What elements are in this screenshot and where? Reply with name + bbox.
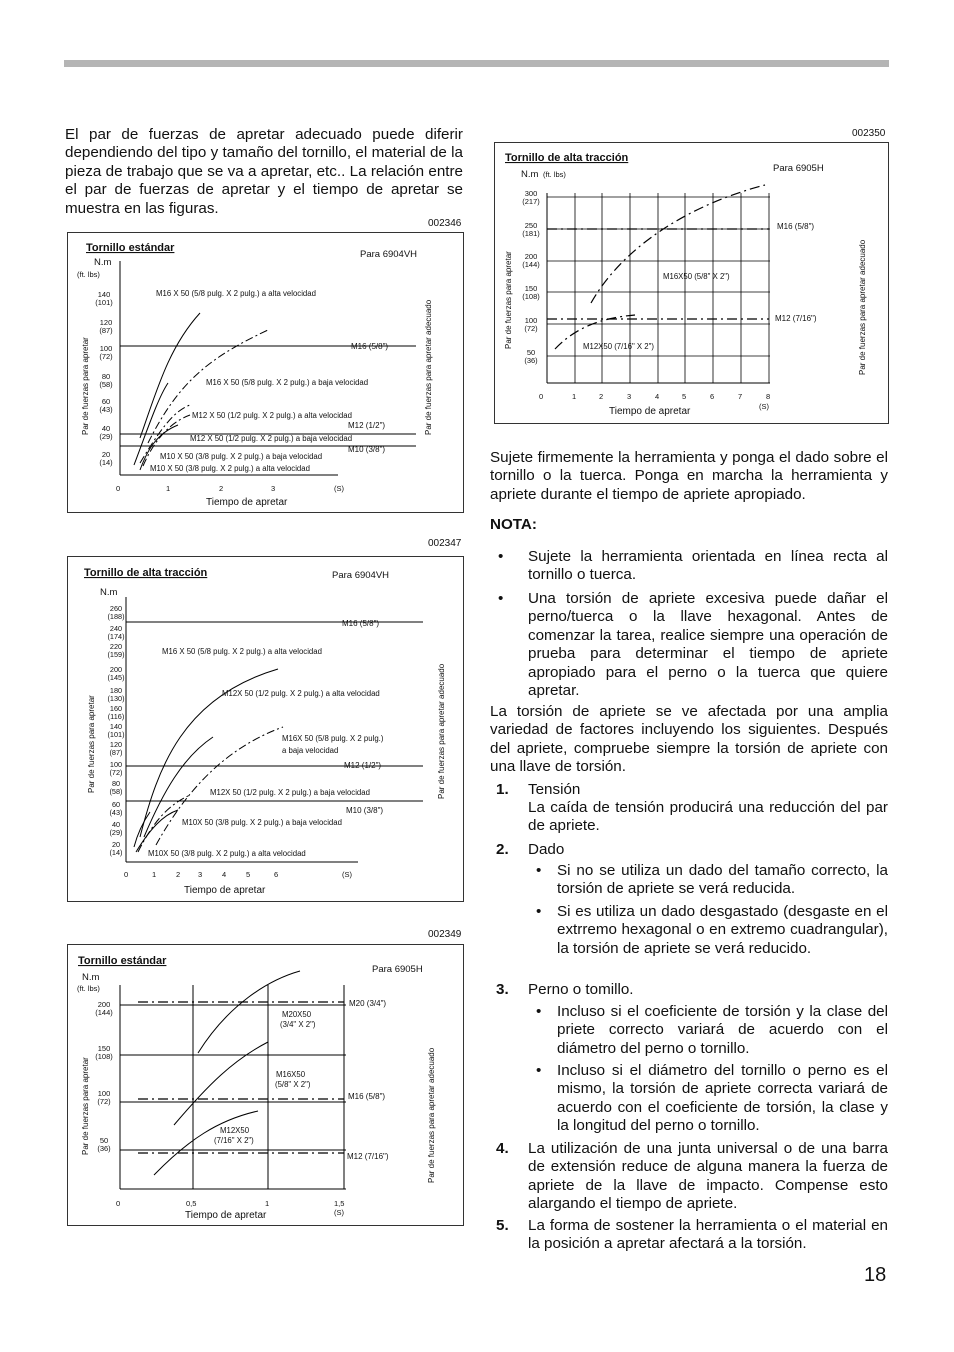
level-label: M12 (7/16"): [775, 314, 817, 323]
item-title: Dado: [528, 841, 565, 858]
svg-text:(S): (S): [759, 402, 769, 411]
figure-code: 002350: [852, 128, 886, 139]
svg-text:140: 140: [109, 722, 123, 731]
svg-text:(130): (130): [107, 694, 125, 703]
item-number: 5.: [496, 1217, 509, 1234]
grid-lines: [120, 985, 346, 1189]
svg-text:(58): (58): [109, 787, 123, 796]
note-heading: NOTA:: [490, 516, 537, 533]
svg-text:(43): (43): [99, 405, 113, 414]
svg-text:M16 X 50 (5/8 pulg. X 2 pulg.): M16 X 50 (5/8 pulg. X 2 pulg.) a baja velocidad: [206, 378, 369, 387]
svg-text:M16 X 50 (5/8 pulg. X 2 pulg.): M16 X 50 (5/8 pulg. X 2 pulg.) a alta velocidad: [162, 647, 322, 656]
svg-text:100: 100: [524, 316, 538, 325]
level-label: M12 (1/2"): [344, 761, 382, 770]
svg-text:(58): (58): [99, 380, 113, 389]
item-title: Perno o tomillo.: [528, 981, 634, 998]
svg-text:0: 0: [539, 392, 544, 401]
item-title: Tensión: [528, 781, 581, 798]
svg-text:120: 120: [99, 318, 113, 327]
svg-text:120: 120: [109, 740, 123, 749]
item-text: La caída de tensión producirá una reducción del par de apriete.: [528, 799, 888, 835]
svg-text:(72): (72): [99, 352, 113, 361]
level-label: M16 (5/8"): [351, 342, 389, 351]
svg-text:(217): (217): [522, 197, 540, 206]
item-text: La forma de sostener la herramienta o el material en la posición a apretar afectará a la torsión.: [528, 1217, 888, 1253]
svg-text:M16 X 50 (5/8 pulg. X 2 pulg.): M16 X 50 (5/8 pulg. X 2 pulg.) a alta velocidad: [156, 289, 316, 298]
figure-code: 002347: [428, 538, 462, 549]
unit-sub-label: (ft. lbs): [77, 270, 100, 279]
svg-text:(108): (108): [522, 292, 540, 301]
svg-text:40: 40: [101, 424, 111, 433]
svg-text:5: 5: [682, 392, 687, 401]
svg-text:20: 20: [101, 450, 111, 459]
figure-code: 002349: [428, 929, 462, 940]
figure-title: Tornillo estándar: [78, 955, 167, 967]
x-axis-label: Tiempo de apretar: [206, 497, 288, 508]
svg-text:M10 X 50 (3/8 pulg. X 2 pulg.): M10 X 50 (3/8 pulg. X 2 pulg.) a baja velocidad: [160, 452, 323, 461]
svg-text:(3/4" X 2"): (3/4" X 2"): [280, 1020, 316, 1029]
svg-text:100: 100: [99, 344, 113, 353]
y-axis-label: Par de fuerzas para apretar: [81, 337, 90, 435]
svg-text:150: 150: [97, 1044, 111, 1053]
level-label: M10 (3/8"): [346, 806, 384, 815]
y-axis-right-label: Par de fuerzas para apretar adecuado: [858, 239, 867, 375]
svg-text:3: 3: [271, 484, 276, 493]
x-tick-labels: [116, 484, 345, 493]
item-number: 3.: [496, 981, 509, 998]
svg-text:3: 3: [198, 870, 203, 879]
svg-text:1: 1: [152, 870, 157, 879]
item-bullet: • Incluso si el coeficiente de torsión y la clase del priete correcto variará de acuerdo con el diámetro del perno o tornillo.: [536, 1003, 888, 1057]
unit-label: N.m: [100, 587, 118, 598]
level-label: M12 (7/16"): [347, 1152, 389, 1161]
curve-labels: [148, 647, 384, 858]
note-bullet: • Sujete la herramienta orientada en línea recta al tornillo o tuerca.: [498, 548, 888, 584]
svg-text:8: 8: [766, 392, 771, 401]
svg-text:(72): (72): [109, 768, 123, 777]
unit-label: N.m: [94, 257, 112, 268]
svg-text:(5/8" X 2"): (5/8" X 2"): [275, 1080, 311, 1089]
level-label: M16 (5/8"): [777, 222, 815, 231]
figure-model: Para 6904VH: [360, 249, 418, 260]
svg-text:(72): (72): [524, 324, 538, 333]
svg-text:240: 240: [109, 624, 123, 633]
level-label: M16 (5/8"): [342, 619, 380, 628]
svg-text:260: 260: [109, 604, 123, 613]
item-bullet: • Si no se utiliza un dado del tamaño correcto, la torsión de apriete se verá reducida.: [536, 862, 888, 898]
svg-text:(108): (108): [95, 1052, 113, 1061]
svg-text:(14): (14): [109, 848, 123, 857]
y-tick-labels: [95, 290, 113, 467]
figure-title: Tornillo de alta tracción: [505, 152, 629, 164]
x-axis-label: Tiempo de apretar: [185, 1210, 267, 1221]
svg-text:3: 3: [627, 392, 632, 401]
level-label: M16 (5/8"): [348, 1092, 386, 1101]
svg-text:(S): (S): [334, 1208, 344, 1217]
svg-text:M12X50 (7/16" X 2"): M12X50 (7/16" X 2"): [583, 342, 654, 351]
svg-text:0: 0: [116, 484, 121, 493]
figure-model: Para 6905H: [372, 964, 423, 975]
y-tick-labels: [107, 604, 124, 857]
figure-tornillo-alta-traccion-6905h: [494, 142, 889, 424]
svg-text:a baja velocidad: a baja velocidad: [282, 746, 339, 755]
item-bullet: • Incluso si el diámetro del tornillo o perno es el mismo, la torsión de apriete correcta variará de acuerdo con el coeficiente de torsión, la clase y la longitud del perno o tornillo.: [536, 1062, 888, 1135]
grid-lines: [547, 193, 770, 383]
svg-text:1,5: 1,5: [334, 1199, 345, 1208]
svg-text:(116): (116): [107, 712, 125, 721]
svg-text:250: 250: [524, 221, 538, 230]
svg-text:6: 6: [274, 870, 279, 879]
unit-label: N.m: [521, 169, 539, 180]
svg-text:200: 200: [109, 665, 123, 674]
item-text: La utilización de una junta universal o de una barra de extensión reduce de alguna manera la fuerza de apriete de la llave de impacto. Compense esto alargando el tiempo de apriete.: [528, 1140, 888, 1213]
item-number: 2.: [496, 841, 509, 858]
curve-labels: [150, 289, 368, 473]
svg-text:(43): (43): [109, 808, 123, 817]
svg-text:1: 1: [572, 392, 577, 401]
svg-text:100: 100: [109, 760, 123, 769]
svg-text:2: 2: [599, 392, 604, 401]
svg-text:200: 200: [97, 1000, 111, 1009]
y-axis-right-label: Par de fuerzas para apretar adecuado: [424, 299, 433, 435]
svg-text:(S): (S): [342, 870, 352, 879]
svg-text:(181): (181): [522, 229, 540, 238]
svg-text:4: 4: [655, 392, 660, 401]
y-axis-right-label: Par de fuerzas para apretar adecuado: [427, 1047, 436, 1183]
svg-text:7: 7: [738, 392, 743, 401]
svg-text:(29): (29): [109, 828, 123, 837]
svg-text:50: 50: [99, 1136, 109, 1145]
y-axis-right-label: Par de fuerzas para apretar adecuado: [437, 663, 446, 799]
svg-text:20: 20: [111, 840, 121, 849]
svg-text:(29): (29): [99, 432, 113, 441]
svg-text:M16X50: M16X50: [276, 1070, 306, 1079]
torque-paragraph: La torsión de apriete se ve afectada por una amplia variedad de factores incluyendo los siguientes. Después del apriete, compruebe siempre la torsión de apriete con una llave de torsión.: [490, 703, 888, 776]
svg-text:80: 80: [101, 372, 111, 381]
svg-text:M16X50 (5/8" X 2"): M16X50 (5/8" X 2"): [663, 272, 730, 281]
svg-text:300: 300: [524, 189, 538, 198]
svg-text:M10X 50 (3/8 pulg. X 2 pulg.): M10X 50 (3/8 pulg. X 2 pulg.) a alta velocidad: [148, 849, 306, 858]
svg-text:4: 4: [222, 870, 227, 879]
svg-text:50: 50: [526, 348, 536, 357]
svg-text:0: 0: [116, 1199, 121, 1208]
item-number: 4.: [496, 1140, 509, 1157]
figure-tornillo-alta-traccion-6904vh: [67, 556, 464, 902]
svg-text:M16X 50 (5/8 pulg. X 2 pulg.): M16X 50 (5/8 pulg. X 2 pulg.): [282, 734, 384, 743]
svg-text:180: 180: [109, 686, 123, 695]
item-bullet: • Si es utiliza un dado desgastado (desgaste en el extrremo hexagonal o en extremo cuadrangular), la torsión de apriete se verá reducido.: [536, 903, 888, 957]
svg-text:100: 100: [97, 1089, 111, 1098]
svg-text:M10 X 50 (3/8 pulg. X 2 pulg.): M10 X 50 (3/8 pulg. X 2 pulg.) a alta velocidad: [150, 464, 310, 473]
level-label: M12 (1/2"): [348, 421, 386, 430]
y-tick-labels: [522, 189, 540, 365]
svg-text:6: 6: [710, 392, 715, 401]
svg-text:(14): (14): [99, 458, 113, 467]
svg-text:2: 2: [219, 484, 224, 493]
svg-text:5: 5: [246, 870, 251, 879]
curve-labels: [583, 272, 730, 351]
svg-text:150: 150: [524, 284, 538, 293]
svg-text:M10X 50 (3/8 pulg. X 2 pulg.): M10X 50 (3/8 pulg. X 2 pulg.) a baja velocidad: [182, 818, 342, 827]
figure-tornillo-estandar-6904vh: [67, 232, 464, 513]
item-number: 1.: [496, 781, 509, 798]
svg-text:(36): (36): [524, 356, 538, 365]
unit-label: N.m: [82, 972, 100, 983]
svg-text:(188): (188): [107, 612, 125, 621]
svg-text:60: 60: [111, 800, 121, 809]
svg-text:160: 160: [109, 704, 123, 713]
svg-text:(87): (87): [99, 326, 113, 335]
unit-sub-label: (ft. lbs): [543, 170, 566, 179]
svg-text:1: 1: [166, 484, 171, 493]
svg-text:40: 40: [111, 820, 121, 829]
unit-sub-label: (ft. lbs): [77, 984, 100, 993]
curve-labels: [214, 1010, 316, 1145]
intro-paragraph: El par de fuerzas de apretar adecuado puede diferir dependiendo del tipo y tamaño del tornillo, el material de la pieza de trabajo que se va a apretar, etc.. La relación entre el par de fuerzas de apretar y el tiempo de apretar se muestra en las figuras.: [65, 126, 463, 217]
svg-text:1: 1: [265, 1199, 270, 1208]
svg-text:80: 80: [111, 779, 121, 788]
svg-text:(144): (144): [522, 260, 540, 269]
svg-text:(101): (101): [107, 730, 125, 739]
x-axis-label: Tiempo de apretar: [609, 406, 691, 417]
svg-text:2: 2: [176, 870, 181, 879]
figure-model: Para 6905H: [773, 163, 824, 174]
svg-text:0,5: 0,5: [186, 1199, 197, 1208]
svg-text:(144): (144): [95, 1008, 113, 1017]
x-tick-labels: [124, 870, 353, 879]
svg-text:M12 X 50 (1/2 pulg. X 2 pulg.): M12 X 50 (1/2 pulg. X 2 pulg.) a alta velocidad: [192, 411, 352, 420]
x-axis-label: Tiempo de apretar: [184, 885, 266, 896]
y-tick-labels: [95, 1000, 113, 1153]
svg-text:M12 X 50 (1/2 pulg. X 2 pulg.): M12 X 50 (1/2 pulg. X 2 pulg.) a baja velocidad: [190, 434, 353, 443]
figure-model: Para 6904VH: [332, 570, 390, 581]
figure-title: Tornillo de alta tracción: [84, 567, 208, 579]
y-axis-label: Par de fuerzas para apretar: [81, 1057, 90, 1155]
figure-title: Tornillo estándar: [86, 242, 175, 254]
svg-text:(145): (145): [107, 673, 125, 682]
svg-text:(7/16" X 2"): (7/16" X 2"): [214, 1136, 254, 1145]
svg-text:0: 0: [124, 870, 129, 879]
svg-text:(101): (101): [95, 298, 113, 307]
y-axis-label: Par de fuerzas para apretar: [87, 695, 96, 793]
svg-text:(159): (159): [107, 650, 125, 659]
svg-text:220: 220: [109, 642, 123, 651]
header-rule: [64, 60, 889, 67]
svg-text:(174): (174): [107, 632, 125, 641]
svg-text:(36): (36): [97, 1144, 111, 1153]
figure-tornillo-estandar-6905h: [67, 944, 464, 1226]
svg-text:M20X50: M20X50: [282, 1010, 312, 1019]
svg-text:M12X50: M12X50: [220, 1126, 250, 1135]
svg-text:M12X 50 (1/2 pulg. X 2 pulg.): M12X 50 (1/2 pulg. X 2 pulg.) a baja velocidad: [210, 788, 370, 797]
level-label: M10 (3/8"): [348, 445, 386, 454]
y-axis-label: Par de fuerzas para apretar: [504, 251, 513, 349]
svg-text:(87): (87): [109, 748, 123, 757]
svg-text:200: 200: [524, 252, 538, 261]
svg-text:M12X 50 (1/2 pulg. X 2 pulg.): M12X 50 (1/2 pulg. X 2 pulg.) a alta velocidad: [222, 689, 380, 698]
svg-text:(S): (S): [334, 484, 344, 493]
svg-text:(72): (72): [97, 1097, 111, 1106]
instruction-paragraph: Sujete firmemente la herramienta y ponga el dado sobre el tornillo o la tuerca. Ponga en marcha la herramienta y apriete durante el tiempo de apriete apropiado.: [490, 449, 888, 503]
note-bullet: • Una torsión de apriete excesiva puede dañar el perno/tuerca o la llave hexagonal. Antes de comenzar la tarea, realice siempre una operación de prueba para determinar el tiempo de apriete apropiado para el perno o la tuerca que quiere apretar.: [498, 590, 888, 700]
level-label: M20 (3/4"): [349, 999, 387, 1008]
svg-text:60: 60: [101, 397, 111, 406]
figure-code: 002346: [428, 218, 462, 229]
page-number: 18: [864, 1264, 887, 1286]
svg-text:140: 140: [97, 290, 111, 299]
